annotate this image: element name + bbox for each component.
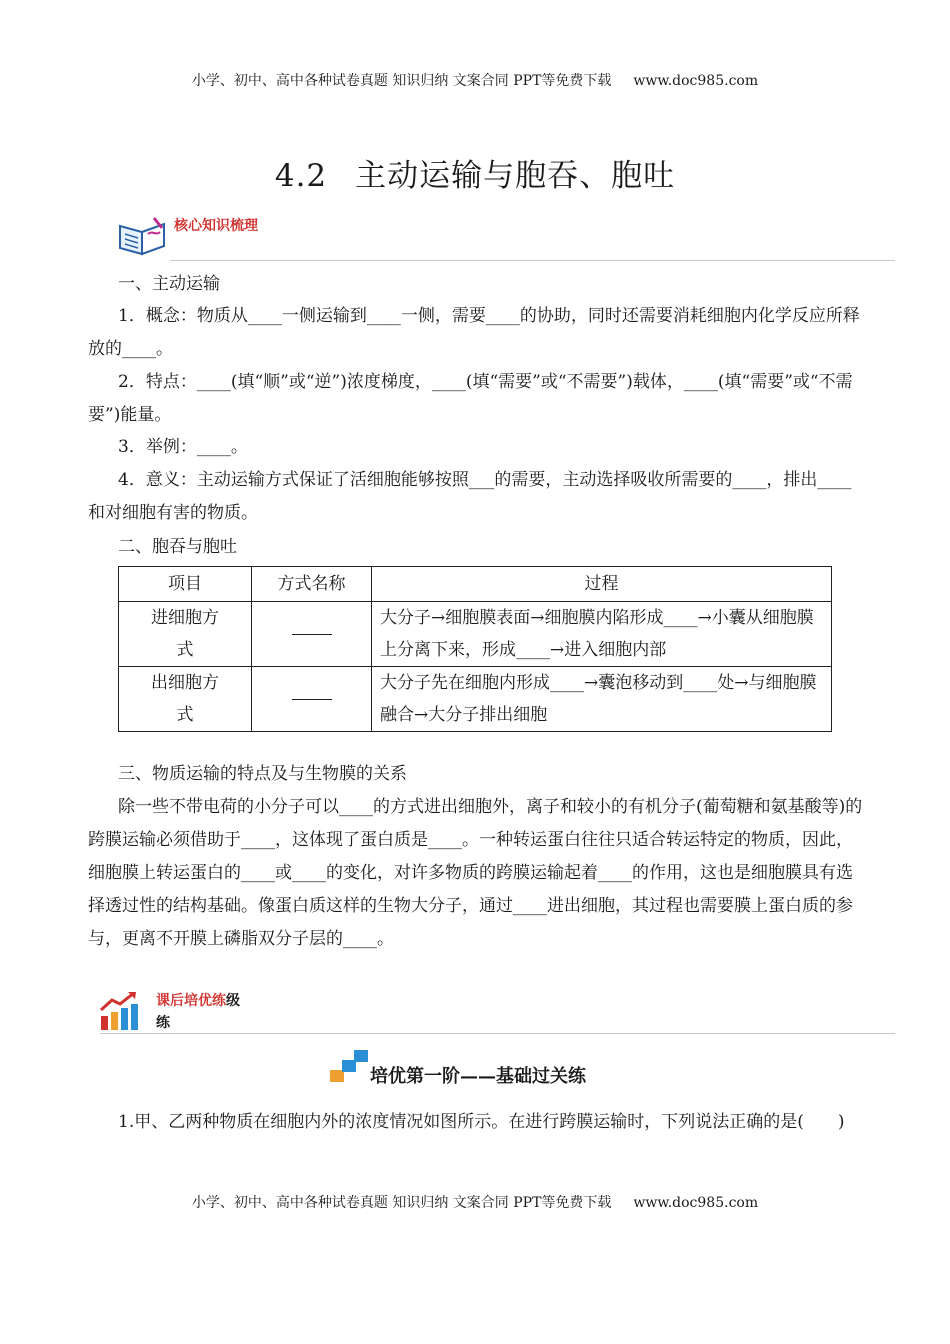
notebook-icon: [116, 214, 168, 262]
header-url[interactable]: www.doc985.com: [633, 73, 759, 89]
endo-exo-table: [118, 566, 832, 732]
title-number: 4.2: [274, 158, 328, 194]
title-text: 主动运输与胞吞、胞吐: [355, 158, 676, 194]
table-cell-process: 大分子→细胞膜表面→细胞膜内陷形成____→小囊从细胞膜上分离下来，形成____→进入细胞内部: [372, 602, 832, 667]
badge-text-black: 级: [226, 993, 240, 1009]
blank-line: [292, 699, 332, 700]
page-title: [0, 150, 950, 195]
badge-text-red: 课后培优练: [156, 993, 226, 1009]
heading-membrane-relation: 三、物质运输的特点及与生物膜的关系: [118, 764, 407, 784]
stairs-icon: [330, 1050, 368, 1088]
section-badge-core: 核心知识梳理: [174, 218, 258, 234]
paragraph-concept: 1．概念：物质从____一侧运输到____一侧，需要____的协助，同时还需要消耗细胞内化学反应所释放的____。: [88, 306, 860, 359]
footer-text: 小学、初中、高中各种试卷真题 知识归纳 文案合同 PPT等免费下载: [191, 1195, 612, 1211]
table-header-row: [119, 567, 832, 602]
table-header: 方式名称: [252, 567, 372, 602]
table-cell-process: 大分子先在细胞内形成____→囊泡移动到____处→与细胞膜融合→大分子排出细胞: [372, 667, 832, 732]
question-1: 1.甲、乙两种物质在细胞内外的浓度情况如图所示。在进行跨膜运输时，下列说法正确的是( ): [118, 1112, 845, 1132]
heading-endo-exocytosis: 二、胞吞与胞吐: [118, 537, 237, 557]
table-cell-item: 出细胞方式: [119, 667, 252, 732]
growth-chart-icon: [98, 990, 144, 1036]
paragraph-membrane-relation: 除一些不带电荷的小分子可以____的方式进出细胞外，离子和较小的有机分子(葡萄糖和氨基酸等)的跨膜运输必须借助于____，这体现了蛋白质是____。一种转运蛋白往往只适合转运特定的物质，因此，细胞膜上转运蛋白的____或____的变化，对许多物质的跨膜运输起着____的作用，这也是细胞膜具有选择透过性的结构基础。像蛋白质这样的生物大分子，通过____进出细胞，其过程也需要膜上蛋白质的参与，更离不开膜上磷脂双分子层的____。: [88, 797, 863, 949]
badge-text-black-2: 练: [156, 1015, 170, 1031]
paragraph-significance: 4．意义：主动运输方式保证了活细胞能够按照___的需要，主动选择吸收所需要的____，排出____和对细胞有害的物质。: [88, 470, 852, 523]
page-header: [0, 70, 950, 90]
paragraph-features: 2．特点：____(填“顺”或“逆”)浓度梯度，____(填“需要”或“不需要”)载体，____(填“需要”或“不需要”)能量。: [88, 372, 853, 425]
table-header: 项目: [119, 567, 252, 602]
heading-active-transport: 一、主动运输: [118, 274, 220, 294]
table-row: [119, 602, 832, 667]
section-badge-practice: [156, 990, 240, 1034]
table-cell-blank: [252, 602, 372, 667]
table-header: 过程: [372, 567, 832, 602]
divider: [170, 260, 895, 261]
table-row: [119, 667, 832, 732]
table-cell-item: 进细胞方式: [119, 602, 252, 667]
table-cell-blank: [252, 667, 372, 732]
page-footer: [0, 1192, 950, 1212]
footer-url[interactable]: www.doc985.com: [633, 1195, 759, 1211]
header-text: 小学、初中、高中各种试卷真题 知识归纳 文案合同 PPT等免费下载: [191, 73, 612, 89]
paragraph-example: 3．举例：____。: [118, 437, 248, 457]
tier-heading: 培优第一阶——基础过关练: [370, 1066, 586, 1087]
divider: [100, 1033, 895, 1034]
blank-line: [292, 634, 332, 635]
